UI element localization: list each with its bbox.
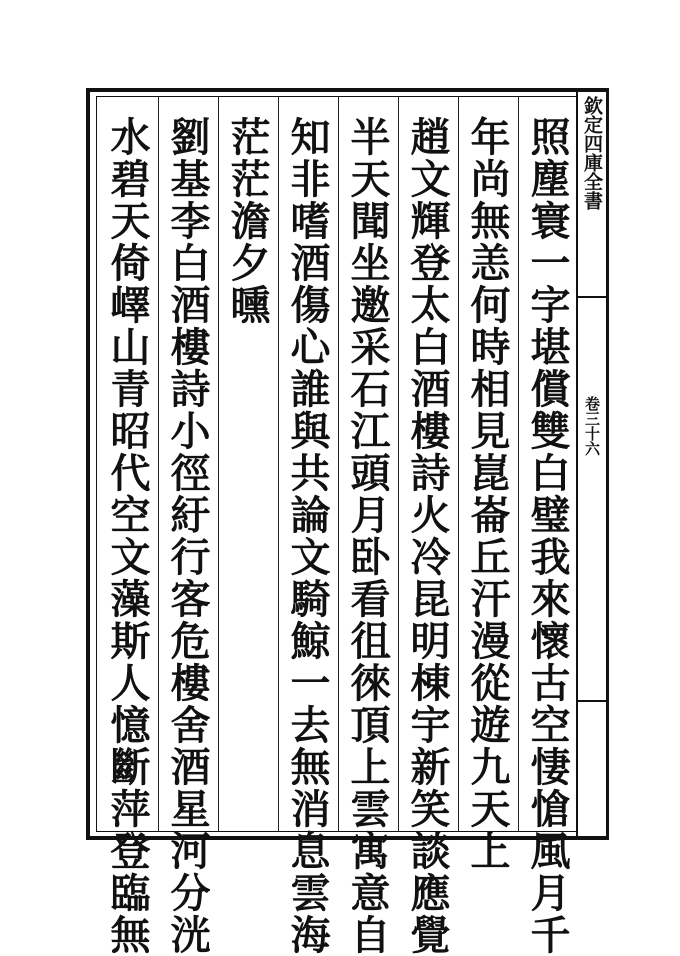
fold-tick-lower (576, 700, 608, 702)
text-column-4: 半天聞坐邀采石江頭月卧看徂徠頂上雲寓意自 (344, 116, 391, 956)
column-rule (158, 96, 159, 832)
text-column-8: 水碧天倚嶧山青昭代空文藻斯人憶斷萍登臨無 (104, 116, 151, 956)
text-column-1: 照塵寰一字堪償雙白璧我來懷古空悽愴風月千 (524, 116, 571, 956)
column-rule (518, 96, 519, 832)
fold-volume-number: 卷三十六 (583, 396, 601, 456)
fold-line-left (576, 88, 578, 840)
text-column-5: 知非嗜酒傷心誰與共論文騎鯨一去無消息雲海 (284, 116, 331, 956)
column-rule (338, 96, 339, 832)
column-rule (218, 96, 219, 832)
column-rule (398, 96, 399, 832)
text-column-2: 年尚無恙何時相見崑崙丘汗漫從遊九天上 (464, 116, 511, 872)
text-column-3: 趙文輝登太白酒樓詩火冷昆明棟宇新笑談應覺 (404, 116, 451, 956)
text-column-7: 劉基李白酒樓詩小徑紆行客危樓舍酒星河分洸 (164, 116, 211, 956)
fold-book-title: 欽定四庫全書 (581, 96, 603, 210)
text-column-6: 茫茫澹夕曛 (224, 116, 271, 326)
fold-line-right (606, 88, 609, 840)
fold-tick-upper (576, 296, 608, 298)
column-rule (278, 96, 279, 832)
column-rule (458, 96, 459, 832)
